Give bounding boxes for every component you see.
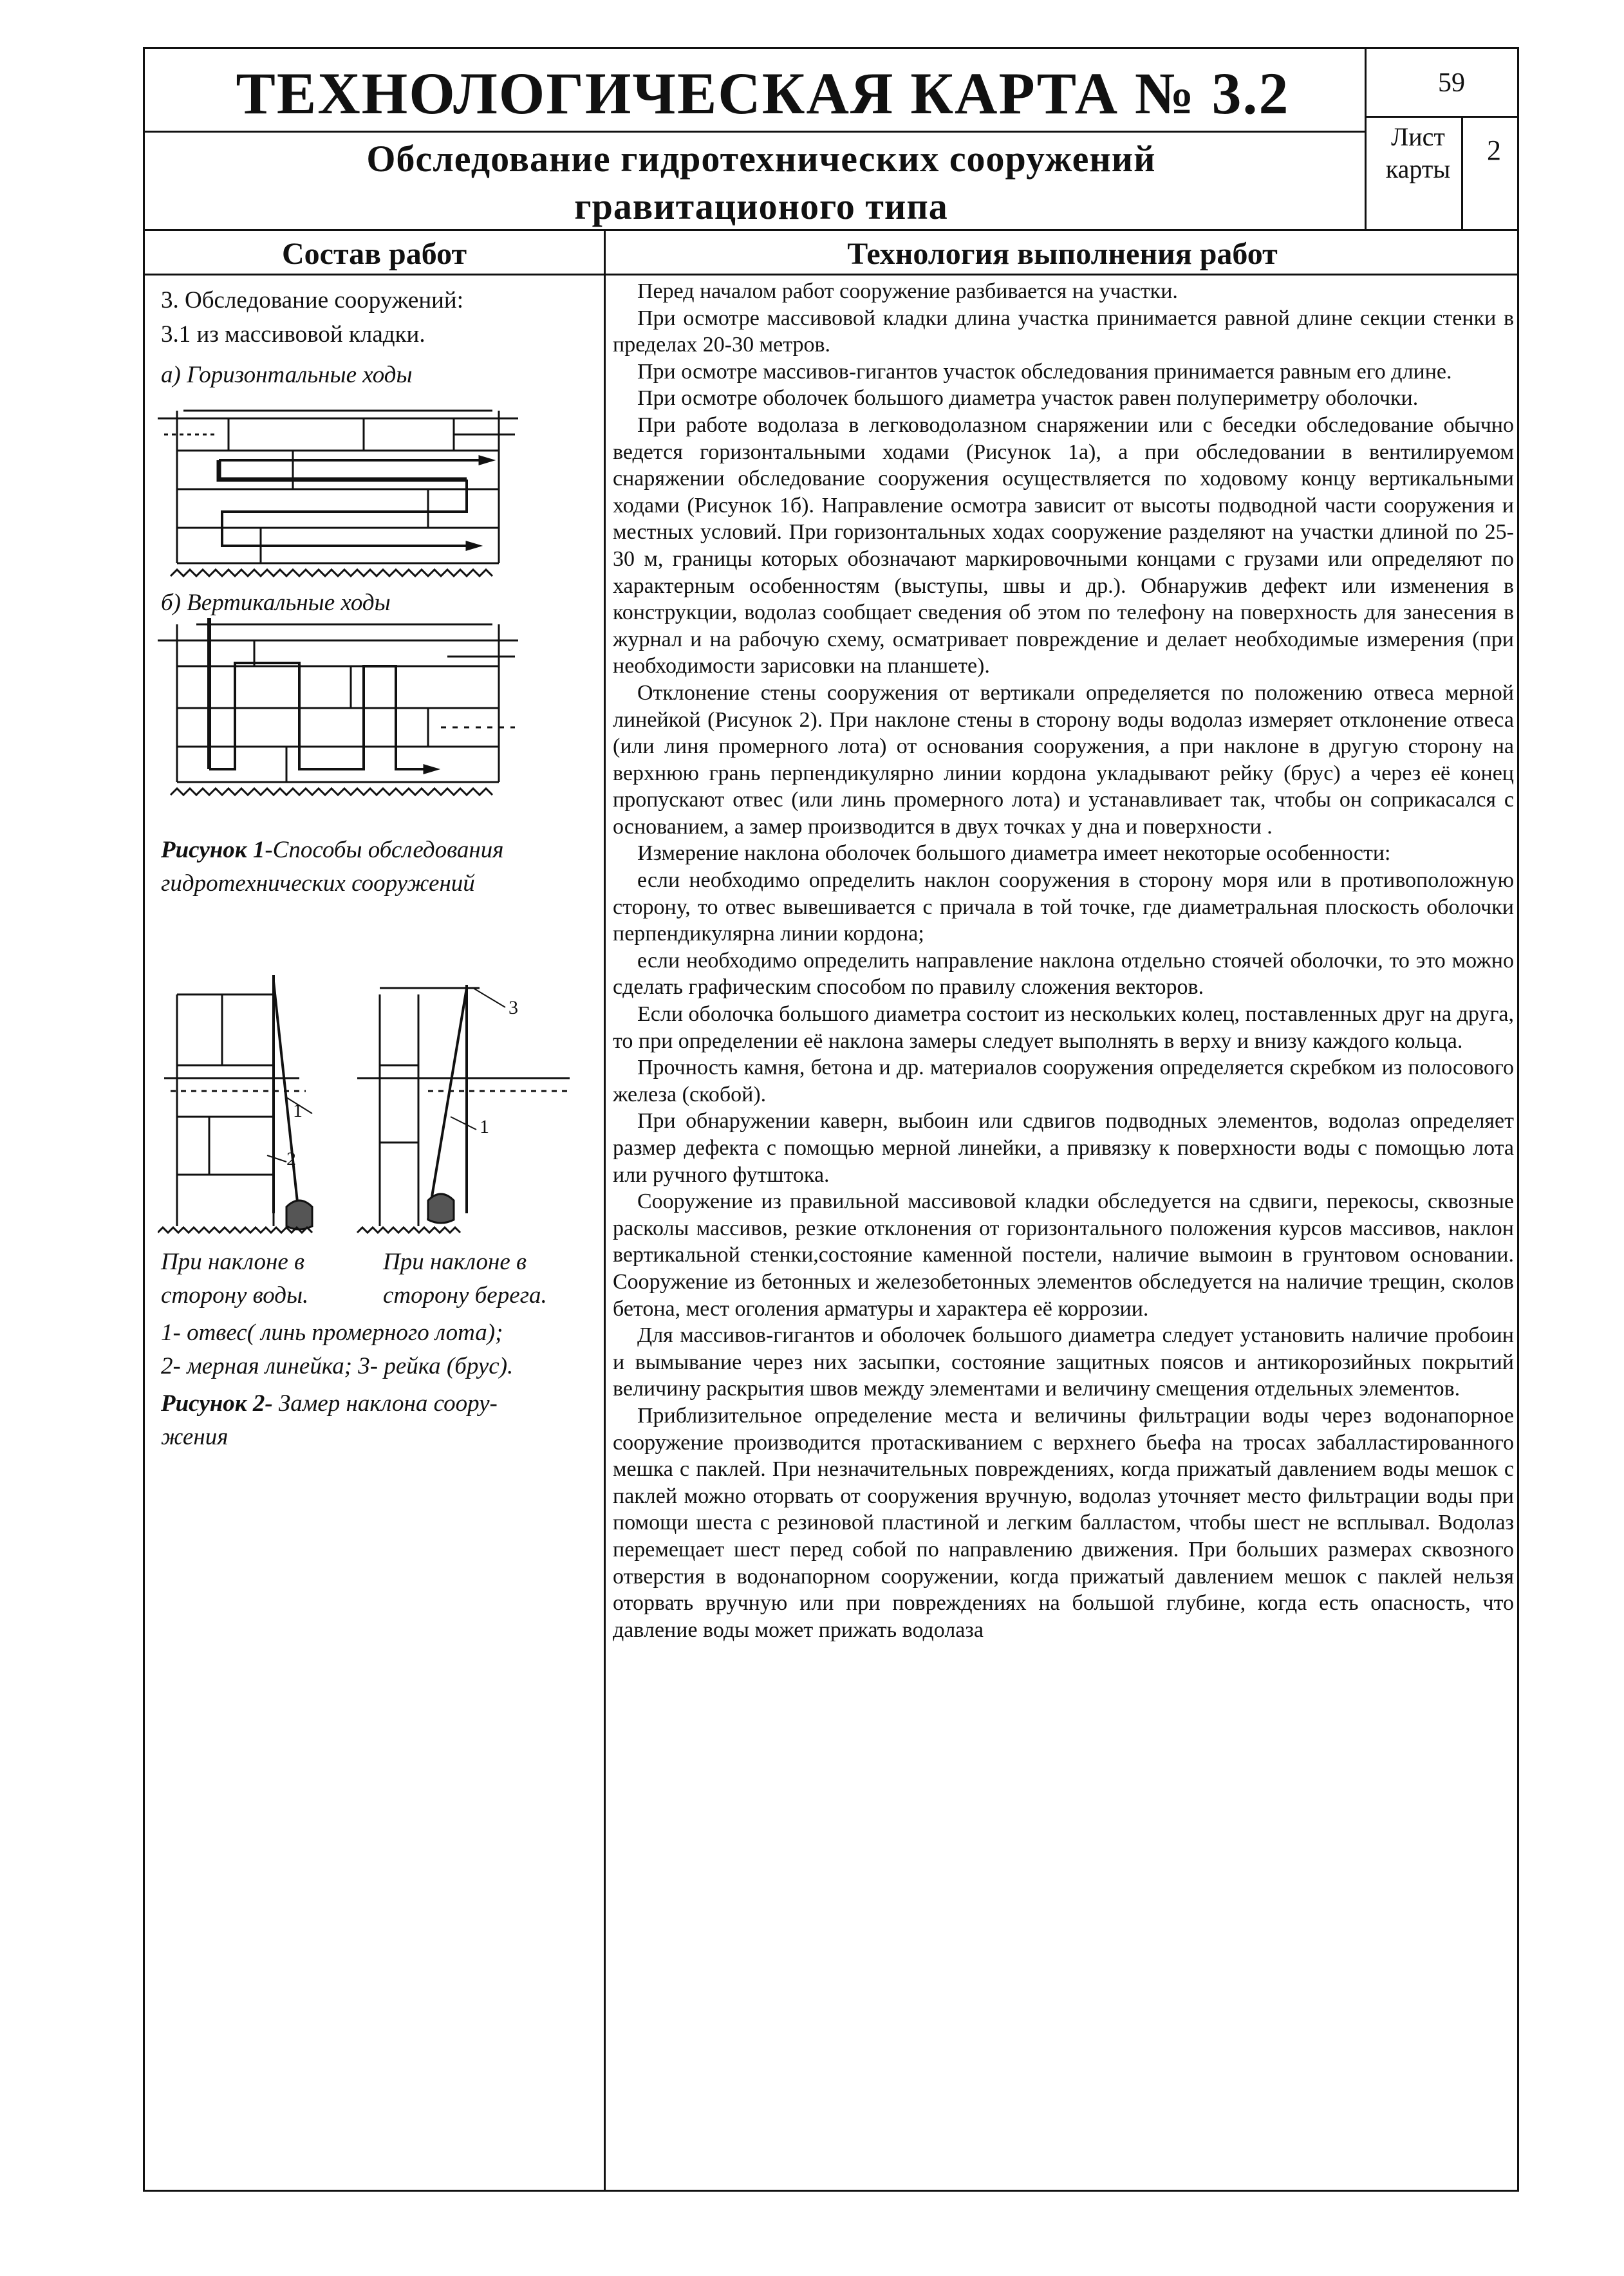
sheet-label-line: Лист (1391, 122, 1445, 151)
column-divider (604, 229, 606, 2192)
work-subitem: 3.1 из массивовой кладки. (161, 321, 425, 348)
figure-1a-horizontal-passes (158, 393, 518, 586)
figure-2-left-caption (161, 1245, 373, 1312)
figure-1b-label: б) Вертикальные ходы (161, 590, 391, 616)
paragraph: Приблизительное определение места и величины фильтрации воды через водонапорное сооружение производится протаскиванием с верхнего бьефа на тросах забалластированного мешка с паклей. При незначительных повреждениях, когда прижатый давлением воды мешок с паклей можно оторвать от сооружения вручную, водолаз уточняет место фильтрации воды при помощи шеста с резиновой пластиной и легким балластом, чтобы шест не всплывал. Водолаз перемещает шест перед собой по направлению движения. При больших размерах сквозного отверстия в водонапорном сооружении, когда прижатый давлением мешок с паклей нельзя оторвать вручную или при повреждениях на большой глубине, когда есть опасность, что давление воды может прижать водолаза (613, 1403, 1514, 1642)
paragraph: Измерение наклона оболочек большого диаметра имеет некоторые особенности: (637, 841, 1391, 866)
page-title: ТЕХНОЛОГИЧЕСКАЯ КАРТА № 3.2 (236, 61, 1290, 126)
paragraph: При осмотре массивовой кладки длина участка принимается равной длине секции стенки в пределах 20-30 метров. (613, 306, 1514, 357)
right-column-heading: Технология выполнения работ (847, 237, 1278, 271)
sheet-label (1370, 121, 1466, 185)
figure-1a-label: а) Горизонтальные ходы (161, 362, 413, 388)
figure-2-right-caption (383, 1245, 595, 1312)
subtitle-line: гравитационого типа (574, 185, 948, 227)
sheet-number: 2 (1487, 135, 1501, 166)
figure-2-caption-text: Замер наклона соору- (272, 1390, 498, 1417)
figure-2-legend (161, 1316, 599, 1383)
paragraph: Сооружение из правильной массивовой кладки обследуется на сдвиги, перекосы, сквозные расколы массивов, резкие отклонения от горизонтального положения курсов массивов, наклон вертикальной стенки,состояние каменной постели, наличие вымоин в грунтовом основании. Сооружение из бетонных и железобетонных элементов обследуется на наличие трещин, сколов бетона, мест оголения арматуры и характера её коррозии. (613, 1189, 1514, 1321)
paragraph: Прочность камня, бетона и др. материалов сооружения определяется скребком из полосового железа (скобой). (613, 1056, 1514, 1106)
figure-2-caption-label: Рисунок 2- (161, 1390, 273, 1417)
technology-text (613, 278, 1514, 1643)
colhead-bottom (143, 274, 1519, 275)
figure-2-caption-line: жения (161, 1424, 229, 1450)
figure-1-caption-text: -Способы обследования (265, 837, 504, 863)
paragraph: При осмотре оболочек большого диаметра участок равен полупериметру оболочки. (637, 386, 1419, 411)
paragraph: Отклонение стены сооружения от вертикали определяется по положению отвеса мерной линейкой (Рисунок 2). При наклоне стены в сторону воды водолаз измеряет отклонение отвеса (или линя промерного лота) от основания сооружения, а при наклоне в другую сторону на верхнюю грань перпендикулярно линии кордона укладывают рейку (брус) а через её конец пропускают отвес (или линь промерного лота) и устанавливает так, чтобы он соприкасался с основанием, а замер производится в двух точках у дна и поверхности . (613, 680, 1514, 839)
paragraph: При обнаружении каверн, выбоин или сдвигов подводных элементов, водолаз определяет размер дефекта с помощью мерной линейки, а привязку к поверхности воды с помощью лота или ручного футштока. (613, 1109, 1514, 1187)
legend-line: 2- мерная линейка; 3- рейка (брус). (161, 1353, 514, 1379)
figure-1-caption-label: Рисунок 1 (161, 837, 265, 863)
paragraph: Перед началом работ сооружение разбивается на участки. (637, 279, 1178, 303)
caption-line: При наклоне в (383, 1249, 527, 1275)
work-item: 3. Обследование сооружений: (161, 287, 463, 313)
fig2-marker-1-right: 1 (480, 1116, 489, 1137)
paragraph: Если оболочка большого диаметра состоит из нескольких колец, поставленных друг на друга, то при определении её наклона замеры следует выполнять в верху и внизу каждого кольца. (613, 1002, 1514, 1053)
figure-2-caption (161, 1387, 599, 1454)
title-divider (143, 131, 1365, 133)
left-column-heading: Состав работ (281, 237, 467, 271)
paragraph: Для массивов-гигантов и оболочек большого диаметра следует установить наличие пробоин и вымывание через них засыпки, состояние защитных поясов и антикорозийных покрытий величину раскрытия швов между элементами и величину смещения отдельных элементов. (613, 1323, 1514, 1401)
paragraph: если необходимо определить направление наклона отдельно стоячей оболочки, то это можно сделать графическим способом по правилу сложения векторов. (613, 948, 1514, 1000)
figure-1-caption (161, 834, 599, 900)
figure-1-caption-line: гидротехнических сооружений (161, 870, 475, 897)
legend-line: 1- отвес( линь промерного лота); (161, 1320, 503, 1346)
fig2-marker-2: 2 (286, 1148, 296, 1170)
caption-line: сторону берега. (383, 1282, 547, 1309)
paragraph: При осмотре массивов-гигантов участок обследования принимается равным его длине. (637, 359, 1452, 384)
paragraph: При работе водолаза в легководолазном снаряжении или с беседки обследование обычно ведется горизонтальными ходами (Рисунок 1а), а при обследовании в вентилируемом снаряжении обследование сооружения осуществляется по ходовому концу вертикальными ходами (Рисунок 1б). Направление осмотра зависит от высоты подводной части сооружения и местных условий. При горизонтальных ходах сооружение разделяют на участки длиной по 25-30 м, границы которых обозначают маркировочными концами с грузами или определяют по характерным особенностям (выступы, швы и др.). Обнаружив дефект или изменения в конструкции, водолаз сообщает сведения об этом по телефону на поверхность для занесения в журнал и на рабочую схему, осматривает повреждение и делает необходимые измерения (при необходимости зарисовки на планшете). (613, 413, 1514, 678)
fig2-marker-3: 3 (509, 997, 518, 1018)
sheet-label-line: карты (1385, 154, 1451, 183)
left-column (161, 283, 599, 392)
pagenum-divider (1365, 116, 1519, 118)
page-number: 59 (1438, 68, 1465, 98)
caption-line: При наклоне в (161, 1249, 305, 1275)
figure-1b-vertical-passes (158, 618, 518, 811)
paragraph: если необходимо определить наклон сооружения в сторону моря или в противоположную сторону, то отвес вывешивается с причала в той точке, где диаметральная плоскость оболочки перпендикулярна линии кордона; (613, 868, 1514, 946)
caption-line: сторону воды. (161, 1282, 309, 1309)
subtitle-line: Обследование гидротехнических сооружений (366, 138, 1156, 180)
fig2-marker-1: 1 (293, 1100, 303, 1121)
page-subtitle (145, 135, 1377, 230)
figure-2-slope-measurement (158, 969, 595, 1252)
